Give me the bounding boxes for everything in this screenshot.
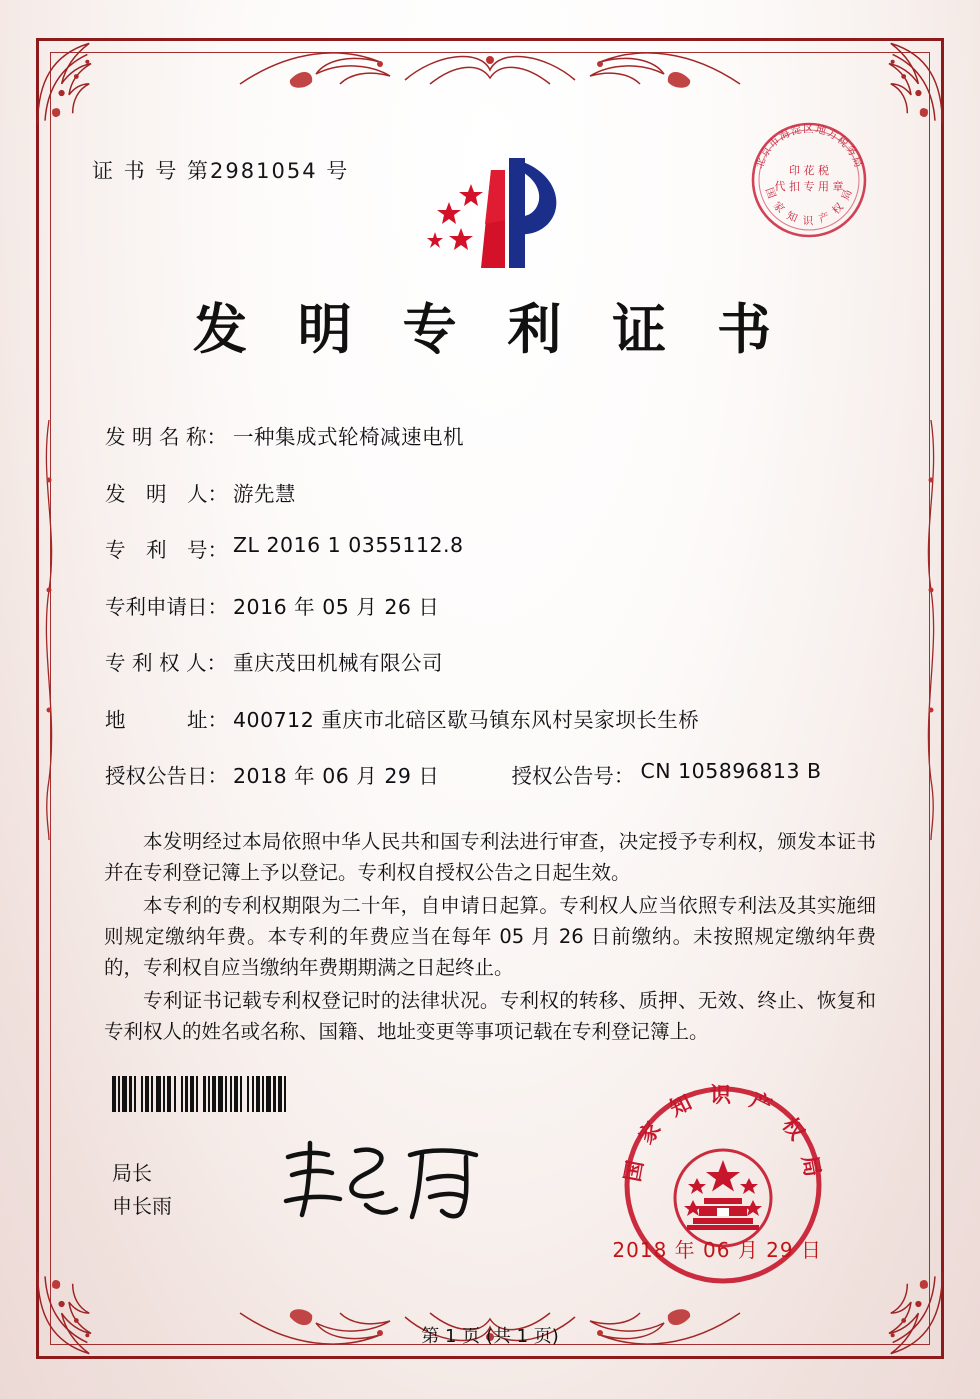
paragraph: 专利证书记载专利权登记时的法律状况。专利权的转移、质押、无效、终止、恢复和专利权人的姓名或名称、国籍、地址变更等事项记载在专利登记簿上。 (104, 989, 876, 1043)
field-label: 地 址： (105, 707, 228, 732)
signature-name: 申长雨 (112, 1194, 172, 1218)
cnipa-logo-icon (405, 150, 575, 276)
field-label: 专 利 号： (105, 538, 228, 562)
seal-date: 2018 年 06 月 29 日 (612, 1238, 822, 1262)
field-value: 400712 重庆市北碚区歇马镇东风村吴家坝长生桥 (233, 707, 700, 732)
svg-text:国 家 知 识 产 权 局: 国 家 知 识 产 权 局 (620, 1083, 826, 1184)
field-value: 游先慧 (233, 481, 296, 506)
field-row-address (105, 703, 875, 733)
field-row-inventor (105, 477, 875, 507)
page-footer: 第 1 页 (共 1 页) (421, 1326, 559, 1347)
field-label: 发 明 名 称： (105, 425, 228, 449)
field-row-patent-number (105, 533, 875, 563)
field-value: 重庆茂田机械有限公司 (233, 651, 443, 675)
grant-date-value: 2018 年 06 月 29 日 (233, 764, 440, 788)
page-title: 发 明 专 利 证 书 (193, 298, 787, 361)
tax-stamp (745, 116, 873, 244)
fields-block (105, 420, 875, 816)
legal-text-block (104, 826, 876, 1049)
field-value: 2016 年 05 月 26 日 (233, 594, 440, 619)
paragraph: 本发明经过本局依照中华人民共和国专利法进行审查，决定授予专利权，颁发本证书并在专利登记簿上予以登记。专利权自授权公告之日起生效。 (104, 830, 876, 884)
field-label: 发 明 人： (105, 481, 228, 506)
top-flourish-ornament-icon (230, 40, 750, 98)
svg-text:国 家 知 识 产 权 局: 国 家 知 识 产 权 局 (762, 186, 856, 227)
svg-text:印 花 税: 印 花 税 (789, 164, 829, 177)
side-vine-ornament-icon (918, 420, 944, 840)
barcode (112, 1076, 380, 1112)
svg-text:代 扣 专 用 章: 代 扣 专 用 章 (774, 180, 844, 193)
field-row-patentee (105, 646, 875, 676)
field-row-application-date (105, 590, 875, 620)
signature-role: 局长 (112, 1161, 152, 1185)
field-value: 一种集成式轮椅减速电机 (233, 425, 464, 449)
paragraph: 本专利的专利权期限为二十年，自申请日起算。专利权人应当依照专利法及其实施细则规定缴纳年费。本专利的年费应当在每年 05 月 26 日前缴纳。未按照规定缴纳年费的，专利权自应当缴纳年费期期满之日起终止。 (104, 894, 876, 979)
field-label: 专利申请日： (105, 594, 228, 619)
grant-number-value: CN 105896813 B (640, 759, 822, 783)
grant-number-label: 授权公告号： (511, 764, 635, 788)
side-vine-ornament-icon (36, 420, 62, 840)
signature-block (112, 1157, 172, 1223)
svg-text:北京市海淀区地方税务局: 北京市海淀区地方税务局 (753, 123, 865, 171)
field-row-grant-announcement (105, 759, 875, 789)
certificate-number: 证 书 号 第2981054 号 (92, 159, 350, 183)
handwritten-signature-icon (270, 1135, 500, 1225)
field-row-invention-name (105, 420, 875, 450)
grant-date-label: 授权公告日： (105, 764, 228, 788)
field-value: ZL 2016 1 0355112.8 (233, 533, 464, 557)
field-label: 专 利 权 人： (105, 651, 228, 675)
